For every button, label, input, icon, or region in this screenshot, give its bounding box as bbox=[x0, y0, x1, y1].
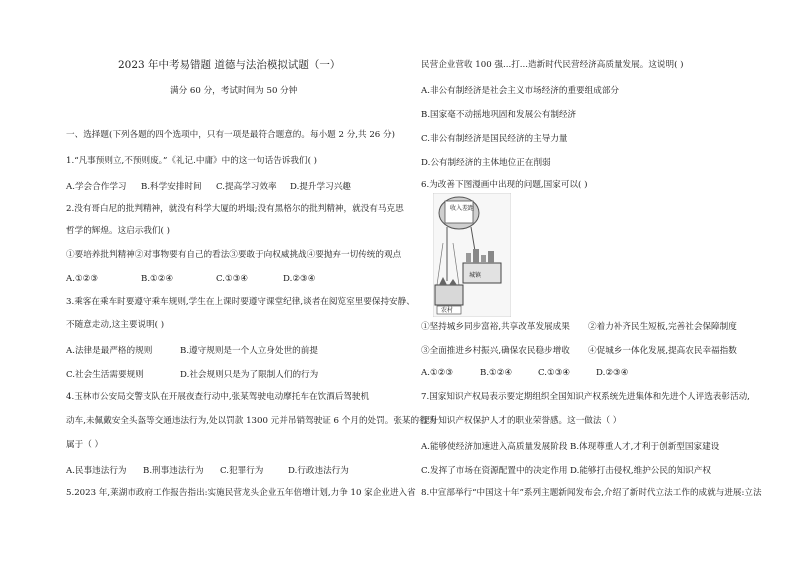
q6-statement-4: ④促城乡一体化发展,提高农民幸福指数 bbox=[588, 346, 737, 356]
q6-statement-3: ③全面推进乡村振兴,确保农民稳步增收 bbox=[421, 346, 570, 356]
q5-stem-1: 5.2023 年,莱湖市政府工作报告指出:实施民营龙头企业五年倍增计划,力争 10 家企业进入省 bbox=[66, 488, 416, 498]
exam-subtitle: 满分 60 分，考试时间为 50 分钟 bbox=[170, 86, 298, 96]
q8-stem: 8.中宣部举行“中国这十年”系列主题新闻发布会,介绍了新时代立法工作的成就与进展:立法 bbox=[421, 488, 762, 498]
exam-title: 2023 年中考易错题 道德与法治模拟试题（一） bbox=[118, 59, 341, 71]
q4-option-c: C.犯罪行为 bbox=[220, 466, 264, 476]
q6-stem: 6.为改善下图漫画中出现的问题,国家可以( ) bbox=[421, 180, 588, 190]
q2-stem-2: 哲学的辉煌。这启示我们( ) bbox=[66, 226, 170, 236]
q6-option-d: D.②③④ bbox=[596, 368, 629, 378]
q7-option-c: C.发挥了市场在资源配置中的决定作用 bbox=[421, 466, 568, 476]
q4-option-b: B.刑事违法行为 bbox=[143, 466, 204, 476]
q5-option-a: A.非公有制经济是社会主义市场经济的重要组成部分 bbox=[421, 86, 620, 96]
q5-option-d: D.公有制经济的主体地位正在削弱 bbox=[421, 158, 551, 168]
cartoon-label-city: 城镇 bbox=[469, 272, 482, 279]
q1-option-c: C.提高学习效率 bbox=[216, 182, 277, 192]
section-intro: 一、选择题(下列各题的四个选项中，只有一项是最符合题意的。每小题 2 分,共 26 分) bbox=[66, 130, 395, 140]
q4-option-d: D.行政违法行为 bbox=[288, 466, 349, 476]
q3-option-b: B.遵守规则是一个人立身处世的前提 bbox=[180, 346, 318, 356]
q6-option-b: B.①②④ bbox=[480, 368, 513, 378]
q7-stem-2: 提升知识产权保护人才的职业荣誉感。这一做法（ ） bbox=[421, 416, 622, 426]
q1-option-a: A.学会合作学习 bbox=[66, 182, 127, 192]
balloon-icon bbox=[439, 197, 479, 229]
cartoon-label-rural: 农村 bbox=[441, 307, 454, 314]
q5-stem-2: 民营企业营收 100 强...打...造新时代民营经济高质量发展。这说明( ) bbox=[421, 60, 684, 70]
q7-option-d: D.能够打击侵权,维护公民的知识产权 bbox=[570, 466, 711, 476]
q4-option-a: A.民事违法行为 bbox=[66, 466, 127, 476]
q2-statements: ①要培养批判精神②对事物要有自己的看法③要敢于向权威挑战④要抛弃一切传统的观点 bbox=[66, 250, 402, 260]
q7-option-b: B.体现尊重人才,才利于创新型国家建设 bbox=[570, 442, 720, 452]
q7-option-a: A.能够使经济加速进入高质量发展阶段 bbox=[421, 442, 568, 452]
q6-statement-1: ①坚持城乡同步富裕,共享改革发展成果 bbox=[421, 322, 570, 332]
q3-option-a: A.法律是最严格的规则 bbox=[66, 346, 153, 356]
q2-option-d: D.②③④ bbox=[283, 274, 316, 284]
cartoon-figure bbox=[433, 193, 511, 317]
q1-option-d: D.提升学习兴趣 bbox=[290, 182, 351, 192]
q2-option-a: A.①②③ bbox=[66, 274, 99, 284]
q5-option-b: B.国家毫不动摇地巩固和发展公有制经济 bbox=[421, 110, 577, 120]
q4-stem-3: 属于（ ） bbox=[66, 440, 104, 450]
q3-option-c: C.社会生活需要规则 bbox=[66, 370, 144, 380]
q3-stem-1: 3.乘客在乘车时要遵守乘车规则,学生在上课时要遵守课堂纪律,谈者在阅览室里要保持安静、 bbox=[66, 297, 415, 307]
q3-stem-2: 不随意走动,这主要说明( ) bbox=[66, 320, 165, 330]
q4-stem-1: 4.玉林市公安局交警支队在开展夜查行动中,张某驾驶电动摩托车在饮酒后驾驶机 bbox=[66, 392, 370, 402]
q6-statement-2: ②着力补齐民生短板,完善社会保障制度 bbox=[588, 322, 737, 332]
q4-stem-2: 动车,未佩戴安全头盔等交通违法行为,处以罚款 1300 元并吊销驾驶证 6 个月的处罚。张某的行为 bbox=[66, 416, 437, 426]
q6-option-a: A.①②③ bbox=[421, 368, 454, 378]
q1-stem: 1.“凡事预则立,不预则废。”《礼记.中庸》中的这一句话告诉我们( ) bbox=[66, 156, 318, 166]
q2-option-b: B.①②④ bbox=[141, 274, 174, 284]
cartoon-label-income-gap-1: 收入差距 bbox=[450, 205, 475, 212]
q2-option-c: C.①③④ bbox=[216, 274, 249, 284]
q2-stem-1: 2.没有哥白尼的批判精神，就没有科学大厦的坍塌;没有黑格尔的批判精神，就没有马克思 bbox=[66, 204, 404, 214]
q5-option-c: C.非公有制经济是国民经济的主导力量 bbox=[421, 134, 568, 144]
q6-option-c: C.①③④ bbox=[538, 368, 571, 378]
q1-option-b: B.科学安排时间 bbox=[141, 182, 202, 192]
q3-option-d: D.社会规则只是为了限制人们的行为 bbox=[180, 370, 319, 380]
q7-stem-1: 7.国家知识产权局表示要定期组织全国知识产权系统先进集体和先进个人评选表彰活动, bbox=[421, 392, 750, 402]
